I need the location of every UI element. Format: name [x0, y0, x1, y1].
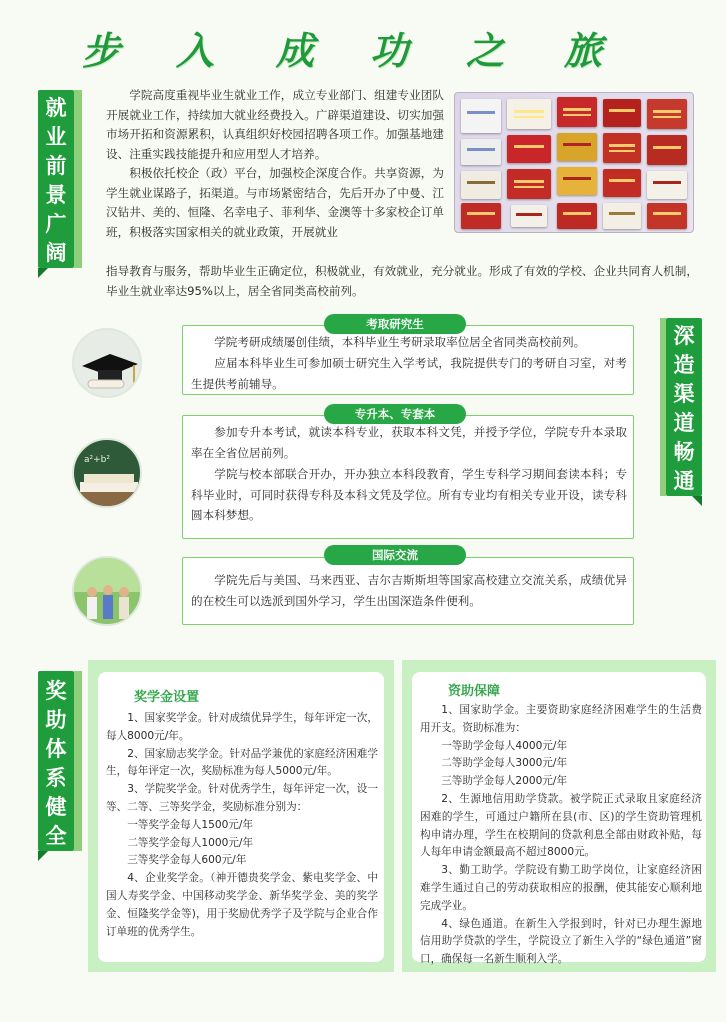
upgrade-bachelor-paragraph: 学院与校本部联合开办，开办独立本科段教育，学生专科学习期间套读本科；专科毕业时，可同时获得专科及本科文凭及学位。所有专业均有相关专业开设，读专科圆本科梦想。 [191, 467, 627, 522]
scholarship-item: 2、国家励志奖学金。针对品学兼优的家庭经济困难学生，每年评定一次，奖励标准为每人5000元/年。 [106, 747, 378, 778]
tab-char: 奖 [45, 679, 67, 703]
tab-char: 畅 [673, 440, 695, 464]
assistance-item: 三等助学金每人2000元/年 [441, 775, 568, 788]
employment-paragraph: 学院高度重视毕业生就业工作，成立专业部门、组建专业团队开展就业工作，持续加大就业经费投入。广辟渠道建设、切实加强市场开拓和资源累积，认真组织好校园招聘各项工作。加强基地建设、注重实践技能提升和应用型人才培养。 [106, 88, 444, 161]
international-box [182, 557, 634, 625]
title-char: 步 [82, 28, 121, 73]
scholarship-item: 二等奖学金每人1000元/年 [127, 836, 254, 849]
tab-char: 道 [673, 411, 695, 435]
page-title [0, 20, 726, 76]
assistance-item: 2、生源地信用助学贷款。被学院正式录取且家庭经济困难的学生，可通过户籍所在县(市、区)的学生资助管理机构申请办理，学生在校期间的贷款利息全部由财政补贴，每人每年申请金额最高不超过8000元。 [420, 792, 702, 859]
international-paragraph: 学院先后与美国、马来西亚、吉尔吉斯斯坦等国家高校建立交流关系，成绩优异的在校生可以选派到国外学习，学生出国深造条件便利。 [191, 573, 627, 608]
award-plaques-photo [454, 92, 694, 233]
grad-school-paragraph: 应届本科毕业生可参加硕士研究生入学考试，我院提供专门的考研自习室，对考生提供考前辅导。 [191, 356, 627, 391]
scholarship-item: 一等奖学金每人1500元/年 [127, 818, 254, 831]
assistance-item: 一等助学金每人4000元/年 [441, 739, 568, 752]
international-label: 国际交流 [324, 545, 466, 565]
aid-system-tab [38, 671, 74, 851]
tab-char: 就 [45, 96, 67, 120]
employment-paragraph: 指导教育与服务，帮助毕业生正确定位，积极就业，有效就业，充分就业。形成了有效的学校、企业共同育人机制，毕业生就业率达95%以上，居全省同类高校前列。 [106, 264, 698, 298]
tab-char: 渠 [673, 382, 695, 406]
upgrade-bachelor-box [182, 415, 634, 539]
grad-school-paragraph: 学院考研成绩屡创佳绩，本科毕业生考研录取率位居全省同类高校前列。 [214, 335, 586, 349]
assistance-panel [402, 660, 716, 972]
assistance-item: 1、国家助学金。主要资助家庭经济困难学生的生活费用开支。资助标准为： [420, 704, 702, 734]
employment-paragraph: 积极依托校企（政）平台，加强校企深度合作。共享资源，为学生就业谋路子，拓渠道。与市场紧密结合，先后开办了中曼、江汉钻井、美的、恒隆、名幸电子、菲利华、金澳等十多家校企订单班，积极落实国家相关的就业政策，开展就业 [106, 166, 444, 239]
upgrade-bachelor-paragraph: 参加专升本考试，就读本科专业，获取本科文凭，并授予学位，学院专升本录取率在全省位居前列。 [191, 425, 627, 460]
title-char: 之 [466, 28, 505, 73]
grad-school-label: 考取研究生 [324, 314, 466, 334]
tab-char: 广 [45, 212, 67, 236]
tab-char: 通 [673, 469, 695, 493]
scholarship-item: 4、企业奖学金。（神开德贵奖学金、紫电奖学金、中国人寿奖学金、中国移动奖学金、新华奖学金、美的奖学金、恒隆奖学金等)，用于奖励优秀学子及学院与企业合作订单班的优秀学生。 [106, 872, 378, 938]
scholarship-title: 奖学金设置 [134, 690, 200, 705]
assistance-item: 二等助学金每人3000元/年 [441, 757, 568, 770]
scholarship-list [106, 710, 378, 941]
tab-char: 体 [45, 737, 67, 761]
tab-char: 全 [45, 824, 67, 848]
tab-char: 造 [673, 353, 695, 377]
tab-char: 健 [45, 795, 67, 819]
tab-char: 深 [673, 324, 695, 348]
tab-char: 助 [45, 708, 67, 732]
graduation-cap-image [72, 328, 142, 398]
assistance-title: 资助保障 [448, 684, 501, 699]
students-outdoor-image [72, 556, 142, 626]
scholarship-item: 三等奖学金每人600元/年 [127, 854, 247, 867]
grad-school-box [182, 325, 634, 395]
assistance-item: 3、勤工助学。学院设有勤工助学岗位，让家庭经济困难学生通过自己的劳动获取相应的报酬，使其能安心顺利地完成学业。 [420, 864, 702, 912]
assistance-list [420, 702, 702, 969]
scholarship-panel [88, 660, 394, 972]
assistance-item: 4、绿色通道。在新生入学报到时，针对已办理生源地信用助学贷款的学生，学院设立了新生入学的“绿色通道”窗口，确保每一名新生顺利入学。 [420, 917, 702, 966]
title-char: 功 [370, 28, 409, 73]
tab-char: 前 [45, 154, 67, 178]
books-blackboard-image [72, 438, 142, 508]
title-char: 旅 [564, 28, 603, 73]
tab-char: 景 [45, 183, 67, 207]
assistance-card [410, 670, 708, 964]
title-char: 入 [176, 28, 215, 73]
scholarship-item: 3、学院奖学金。针对优秀学生，每年评定一次，设一等、二等、三等奖学金，奖励标准分别为： [106, 783, 378, 813]
scholarship-card [96, 670, 386, 964]
scholarship-item: 1、国家奖学金。针对成绩优异学生，每年评定一次，每人8000元/年。 [106, 712, 378, 742]
tab-char: 业 [45, 125, 67, 149]
svg-text:a²+b²: a²+b² [84, 455, 110, 465]
tab-char: 阔 [45, 241, 67, 265]
further-study-tab [666, 318, 702, 496]
title-char: 成 [276, 28, 315, 73]
employment-tab [38, 90, 74, 268]
tab-char: 系 [45, 766, 67, 790]
upgrade-bachelor-label: 专升本、专套本 [324, 404, 466, 424]
